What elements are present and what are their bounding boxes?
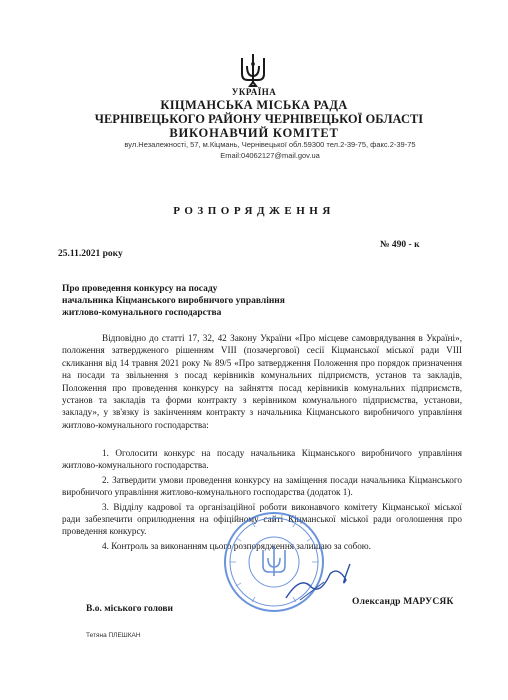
signatory-name: Олександр МАРУСЯК — [352, 597, 454, 607]
body-paragraph: Відповідно до статті 17, 32, 42 Закону України «Про місцеве самоврядування в Україні», положення затвердженого рішенням VIII (позачергової) сесії Кіцманської міської ради VIII скликання від 14 травня 2021 року № 89/5 «Про затвердження Положення про порядок призначення на посади та звільнення з посад керівників комунальних підприємств, установ та закладів, Положення про проведення конкурсу на зайняття посад керівників комунальних підприємств, установ та закладів та форми контракту з керівником комунального підприємства, установи, закладу», у зв'язку із закінченням контракту з начальника Кіцманського виробничого управління житлово-комунального господарства: — [62, 333, 462, 430]
header-address: вул.Незалежності, 57, м.Кіцмань, Чернівецької обл.59300 тел.2-39-75, факс.2-39-75 — [124, 140, 416, 149]
order-item: 3. Відділу кадрової та організаційної роботи виконавчого комітету Кіцманської міської ради забезпечити оприлюднення на офіційному сайті Кіцманської міської ради оголошення про проведення конкурсу. — [62, 501, 462, 537]
document-title: РОЗПОРЯДЖЕННЯ — [173, 205, 335, 217]
header-committee: ВИКОНАВЧИЙ КОМІТЕТ — [169, 126, 339, 140]
order-item: 2. Затвердити умови проведення конкурсу на заміщення посади начальника Кіцманського виробничого управління житлово-комунального господарства (додаток 1). — [62, 474, 462, 498]
document-number: № 490 - к — [380, 240, 420, 250]
document-date: 25.11.2021 року — [58, 249, 123, 259]
subject-line: Про проведення конкурсу на посаду — [62, 284, 218, 294]
order-item: 1. Оголосити конкурс на посаду начальника Кіцманського виробничого управління житлово-комунального господарства. — [62, 448, 462, 471]
handwritten-signature — [280, 556, 360, 606]
trident-emblem-icon — [236, 52, 270, 88]
order-item: 4. Контроль за виконанням цього розпорядження залишаю за собою. — [102, 540, 371, 551]
header-district: ЧЕРНІВЕЦЬКОГО РАЙОНУ ЧЕРНІВЕЦЬКОЇ ОБЛАСТІ — [94, 112, 424, 126]
executor-name: Тетяна ПЛЕШКАН — [86, 632, 141, 639]
document-subject — [62, 283, 362, 319]
header-email: Email:04062127@mail.gov.ua — [220, 151, 320, 160]
header-council: КІЦМАНСЬКА МІСЬКА РАДА — [160, 98, 348, 112]
header-country: УКРАЇНА — [231, 87, 277, 97]
subject-line: начальника Кіцманського виробничого управління — [62, 296, 285, 306]
signatory-position: В.о. міського голови — [86, 604, 174, 614]
subject-line: житлово-комунального господарства — [62, 308, 222, 318]
